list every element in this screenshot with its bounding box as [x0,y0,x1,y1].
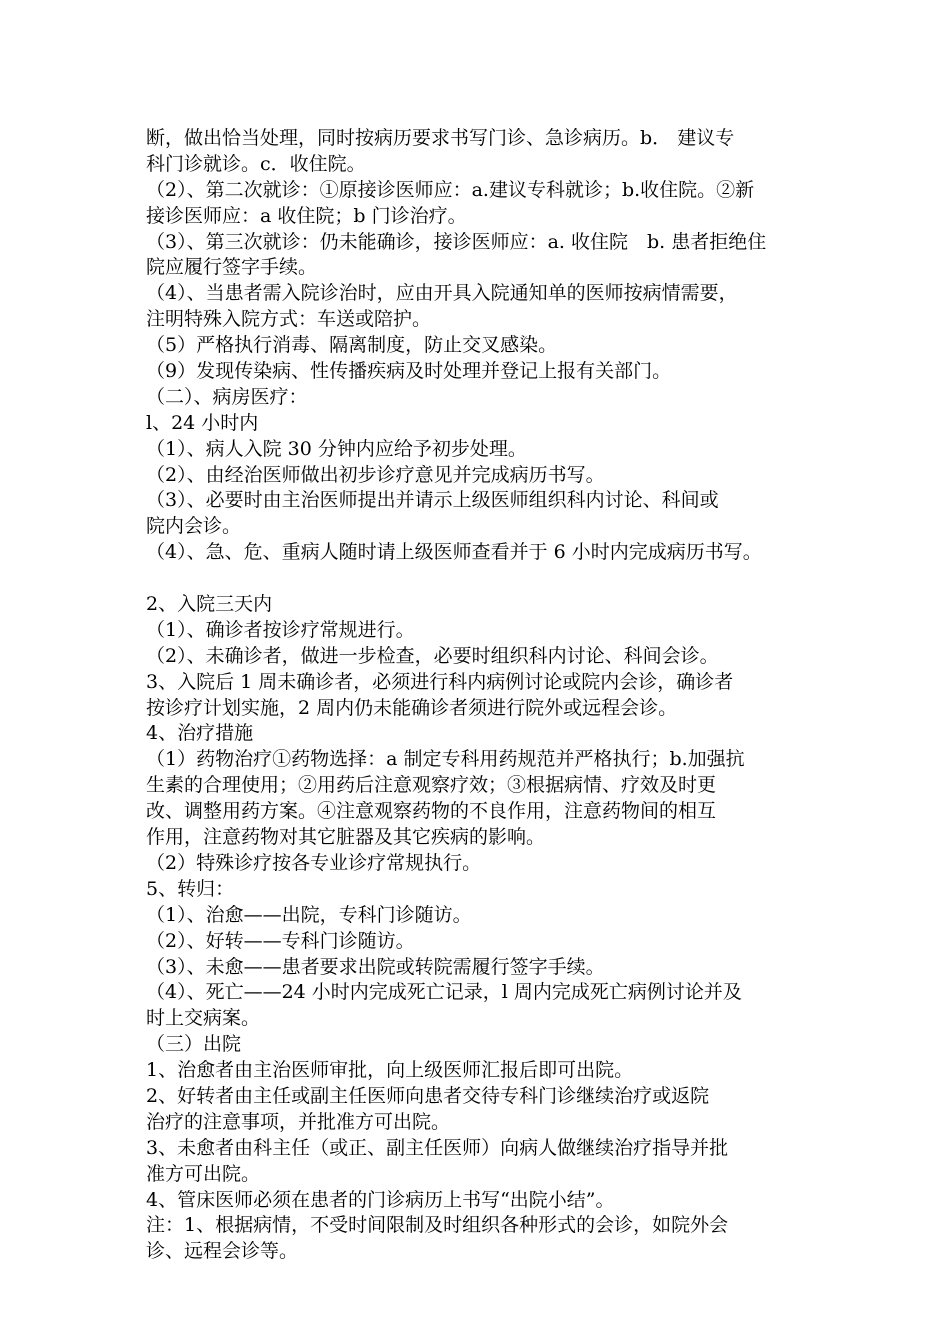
text-line: 准方可出院。 [146,1162,261,1185]
text-line: 按诊疗计划实施，2 周内仍未能确诊者须进行院外或远程会诊。 [146,696,678,719]
subsection-heading: l、24 小时内 [146,411,259,434]
text-line: （1）、病人入院 30 分钟内应给予初步处理。 [146,437,527,460]
text-line: （9）发现传染病、性传播疾病及时处理并登记上报有关部门。 [146,360,672,383]
text-line: （2）、好转——专科门诊随访。 [146,929,415,952]
text-line: （3）、必要时由主治医师提出并请示上级医师组织科内讨论、科间或 [146,489,719,512]
text-line: 改、调整用药方案。④注意观察药物的不良作用，注意药物间的相互 [146,800,717,823]
text-line: （4）、当患者需入院诊治时，应由开具入院通知单的医师按病情需要， [146,282,738,305]
note-line: 注：1、根据病情，不受时间限制及时组织各种形式的会诊，如院外会 [146,1214,729,1237]
text-line: 2、好转者由主任或副主任医师向患者交待专科门诊继续治疗或返院 [146,1084,710,1107]
text-line: （2）、由经治医师做出初步诊疗意见并完成病历书写。 [146,463,605,486]
text-line: 3、未愈者由科主任（或正、副主任医师）向病人做继续治疗指导并批 [146,1136,729,1159]
text-line: （2）、第二次就诊：①原接诊医师应：a.建议专科就诊；b.收住院。②新 [146,178,755,201]
text-line: （2）特殊诊疗按各专业诊疗常规执行。 [146,851,482,874]
text-line: （1）药物治疗①药物选择：a 制定专科用药规范并严格执行；b.加强抗 [146,748,745,771]
subsection-heading: 4、治疗措施 [146,722,254,745]
text-line: 1、治愈者由主治医师审批，向上级医师汇报后即可出院。 [146,1059,634,1082]
section-heading: （二）、病房医疗： [146,385,308,408]
text-line: 治疗的注意事项，并批准方可出院。 [146,1110,451,1133]
document-body [146,126,826,1265]
text-line: （4）、急、危、重病人随时请上级医师查看并于 6 小时内完成病历书写。 [146,541,762,564]
text-line: 断，做出恰当处理，同时按病历要求书写门诊、急诊病历。b． 建议专 [146,127,735,149]
subsection-heading: 5、转归： [146,877,235,900]
text-line: （3）、第三次就诊：仍未能确诊，接诊医师应：a. 收住院 b. 患者拒绝住 [146,230,767,253]
text-line: （1）、治愈——出院，专科门诊随访。 [146,903,472,926]
text-line: 时上交病案。 [146,1007,261,1030]
text-line: 作用，注意药物对其它脏器及其它疾病的影响。 [146,826,546,849]
text-line: （4）、死亡——24 小时内完成死亡记录，l 周内完成死亡病例讨论并及 [146,981,742,1004]
subsection-heading: 2、入院三天内 [146,593,273,616]
note-line: 诊、远程会诊等。 [146,1240,299,1263]
text-line: 4、管床医师必须在患者的门诊病历上书写“出院小结”。 [146,1188,615,1211]
text-line: （5）严格执行消毒、隔离制度，防止交叉感染。 [146,334,558,357]
text-line: 接诊医师应：a 收住院；b 门诊治疗。 [146,204,467,227]
text-line: （2）、未确诊者，做进一步检查，必要时组织科内讨论、科间会诊。 [146,644,719,667]
section-heading: （三）出院 [146,1033,242,1056]
text-line: （1）、确诊者按诊疗常规进行。 [146,618,415,641]
text-line: 科门诊就诊。c．收住院。 [146,152,366,175]
text-line: 院应履行签字手续。 [146,256,318,279]
text-line: （3）、未愈——患者要求出院或转院需履行签字手续。 [146,955,605,978]
text-line: 生素的合理使用；②用药后注意观察疗效；③根据病情、疗效及时更 [146,774,717,797]
text-line: 注明特殊入院方式：车送或陪护。 [146,308,432,331]
text-line: 3、入院后 1 周未确诊者，必须进行科内病例讨论或院内会诊，确诊者 [146,670,734,693]
blank-line [146,566,826,592]
text-line: 院内会诊。 [146,515,242,538]
